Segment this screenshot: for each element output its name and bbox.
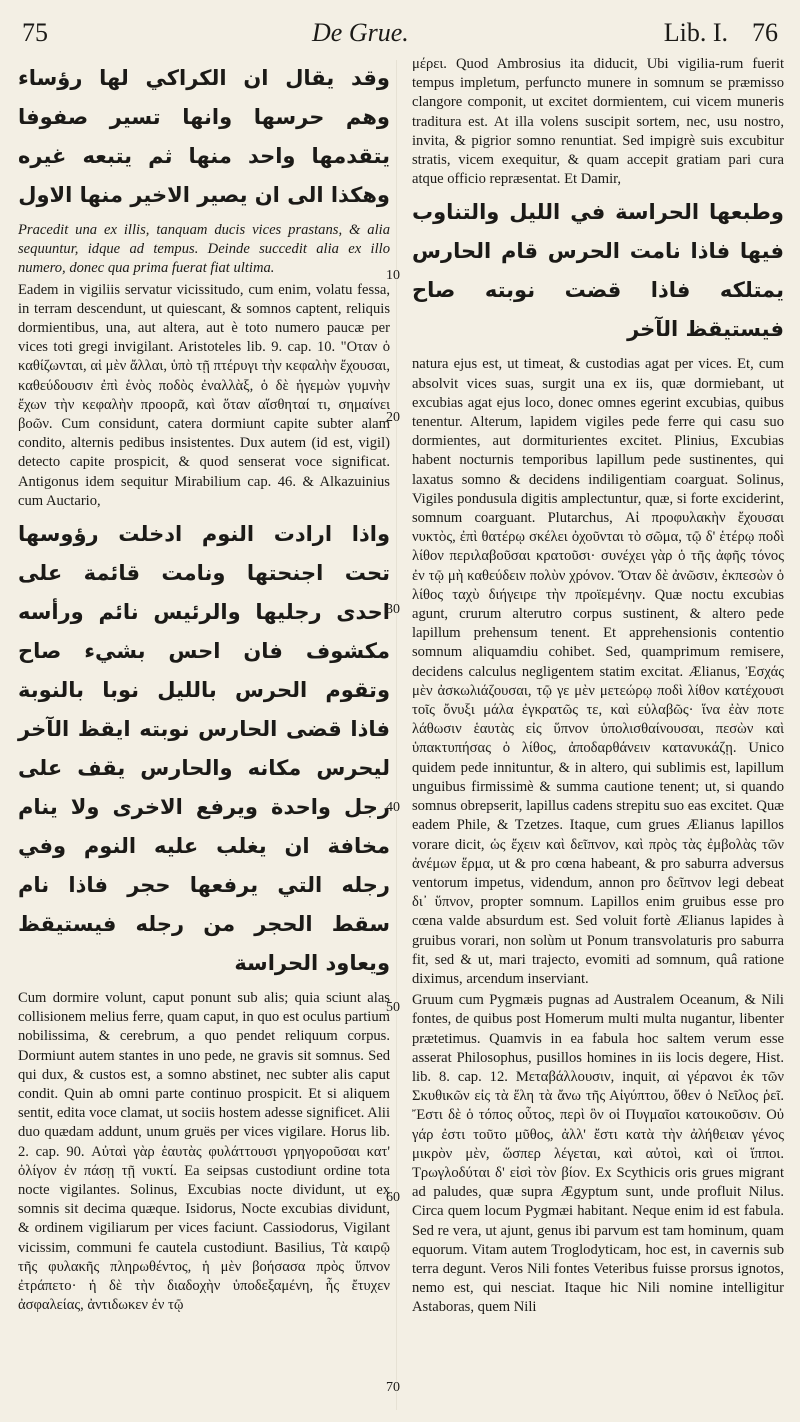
book-number: Lib. I. — [663, 18, 728, 47]
line-number: 30 — [386, 602, 400, 617]
paragraph: natura ejus est, ut timeat, & custodias agat per vices. Et, cum absolvit vices suas, surgit una ex iis, quæ dormiebant, ut excubias agat ejus loco, donec omnes egerint excubias, quibus tenentur. Alterum, lapidem vigiles pede ferre qui casu suo dormientes, aut dormiturientes excitet. Plinius, Excubias habent nocturnis temporibus lapillum pede sustinentes, qui laxatus somno & decidens indiligentiam coarguat. Solinus, Vigiles pondusula digitis amplectuntur, quæ, si forte exciderint, somnum coarguant. Plutarchus, Αἱ προφυλακὴν ἔχουσαι νυκτὸς, ἐπὶ θατέρῳ σκέλει ὀχοῦνται τὸ σῶμα, τῷ δ' ἑτέρῳ ποδὶ λίθον περιλαβοῦσαι κρατοῦσι· συνέχει γὰρ ὁ τῆς ἀφῆς τόνος ἐν τῷ μὴ καθεύδειν πολὺν χρόνον. Ὅταν δὲ ἀνῶσιν, ἐκπεσὼν ὁ λίθος ταχὺ διήγειρε τὴν προϊεμένην. Quæ noctu excubias agunt, crurum alterutro corpus sustinent, & altero pede lapillum prehensum tenent. Et apprehensionis contentio somnum aliquamdiu cohibet. Sed, quamprimum remisere, decidens calculus negligentem statim excitat. Ælianus, Ἐσχάς μὲν ἀσκωλιάζουσαι, τῷ γε μὲν μετεώρῳ ποδὶ λίθον κατέχουσι τοῖς ὄνυξι μάλα ἐγκρατῶς τε, καὶ εὐλαβῶς· ἵνα ἐὰν ποτε λάθωσιν ἑαυτὰς εἰς ὕπνον ὑπολισθαίνουσαι, πεσὼν καὶ ὑπακτυπήσας ὁ λίθος, ἀποδαρθάνειν κατανυκάζῃ. Unico quidem pede innituntur, & in altero, qui sublimis est, lapillum unguibus firmissimè & summa cautione tenent; ut, si quando somnus obrepserit, lapillus cadens strepitu suo eas excitet. Quæ eadem Phile, & Tzetzes. Itaque, cum grues Ælianus lapillos vorare dicit, ὡς ἔχειν καὶ δεῖπνον, καὶ πρὸς τὰς ἐμβολὰς τῶν ἀνέμων ἕρμα, ut & pro cœna habeant, & pro saburra adversus ventorum impetus, videndum, annon pro δεῖπνον legi debeat δι᾽ ὕπνον, propter somnum. Lapillos enim gruibus esse pro cœna valde absurdum est. Sed voluit fortè Ælianus lapides à gruibus vorari, non solùm ut Ponum transvolaturis pro saburra fit, sed & ut, mari trajecto, evomiti ad somnum, quâ ratione diximus, arcendum inserviant. — [412, 356, 784, 987]
paragraph: Eadem in vigiliis servatur vicissitudo, cum enim, volatu fessa, in terram descendunt, ut quiescant, & somnos captent, reliquis dormientibus, una, aut altera, aut è toto numero paucæ per vices toti gregi invigilant. Aristoteles lib. 9. cap. 10. "Οταν ὁ καθίζωνται, αἱ μὲν ἄλλαι, ὑπὸ τῇ πτέρυγι τὴν κεφαλὴν ἔχουσαι, καθεύδουσιν ἐπὶ ἑνὸς ποδὸς ἐναλλὰξ, ὁ δὲ ἡγεμὼν γυμνὴν ἔχων τὴν κεφαλὴν προορᾶ, καὶ ὅταν αἴσθηταί τι, σημαίνει βοῶν. Cum considunt, catera dormiunt capite subter alam condito, alternis pedibus insistentes. Dux autem (id est, vigil) detecto capite prospicit, & quod senserat voce significat. Antigonus idem sequitur Mirabilium cap. 46. & Alkazuinius cum Auctario, — [18, 281, 390, 509]
line-number: 50 — [386, 1000, 400, 1015]
line-number: 40 — [386, 800, 400, 815]
column-gutter — [396, 60, 397, 1410]
paragraph: μέρει. Quod Ambrosius ita diducit, Ubi vigilia-rum fuerit tempus impletum, perfuncto munere in somnum se præmisso clangore componit, ut excitet dormientem, cui vicem muneris traditura est. At illa volens suscipit sortem, nec, usu nostro, invita, & pigrior somno renuntiat. Sed impigrè suis excubitur stratis, vicem exequitur, & quam accepit gratiam pari cura atque officio repræsentat. Et Damir, — [412, 56, 784, 188]
page-number-right: 76 — [752, 18, 778, 47]
left-column — [18, 55, 390, 1318]
line-number: 20 — [386, 410, 400, 425]
page-number-left: 75 — [22, 18, 48, 47]
paragraph: Cum dormire volunt, caput ponunt sub alis; quia sciunt alas collisionem melius ferre, quam caput, in quo est oculus partium nobilissima, & cerebrum, a quo pendet reliquum corpus. Dormiunt autem stantes in uno pede, ne gravis sit somnus. Sed qui dux, & custos est, a somno abstinet, nec subter alis caput condit. Quin ab omni parte continuo prospicit. Et si aliquem sentit, edita voce clamat, ut sociis hostem adesse significet. Alii duo quædam addunt, unum gruës per vices vigilare. Horus lib. 2. cap. 90. Αὐταὶ γὰρ ἑαυτὰς φυλάττουσι γρηγοροῦσαι κατ' ὀλίγον ἐν πάσῃ τῇ νυκτί. Ea seipsas custodiunt ordine tota nocte vigilantes. Solinus, Excubias nocte dividunt, ut ex somnis sit decima quæque. Isidorus, Nocte excubias dividunt, & ordinem vigiliarum per vices faciunt. Cassiodorus, Vigilant vicissim, communi fe cautela custodiunt. Basilius, Τὰ καιρῷ τῆς φυλακῆς πληρωθέντος, ἡ μὲν βοήσασα πρὸς ὕπνον ἐτράπετο· ἡ δὲ τὴν διαδοχὴν ὑποδεξαμένη, ἧς ἔτυχεν ἀσφαλείας, ἀντιδωκεν ἐν τῷ — [18, 990, 390, 1314]
line-number: 60 — [386, 1190, 400, 1205]
arabic-passage: وقد يقال ان الكراكي لها رؤساء وهم حرسها وانها تسير صفوفا يتقدمها واحد منها ثم يتبعه غيره وهكذا الى ان يصير الاخير منها الاول — [18, 66, 390, 207]
line-number: 70 — [386, 1380, 400, 1395]
latin-translation: Pracedit una ex illis, tanquam ducis vices prastans, & alia sequuntur, idque ad tempus. Deinde succedit alia ex illo numero, donec qua prima fuerat fiat ultima. — [18, 222, 390, 277]
running-header — [22, 18, 778, 58]
paragraph: Gruum cum Pygmæis pugnas ad Australem Oceanum, & Nili fontes, de quibus post Homerum multi multa nugantur, libenter prætetimus. Quamvis in ea fabula hoc saltem verum esse asserat Philosophus, pusillos homines in iis locis degere, Hist. lib. 8. cap. 12. Μεταβάλλουσιν, inquit, αἱ γέρανοι ἐκ τῶν Σκυθικῶν εἰς τὰ ἕλη τὰ ἄνω τῆς Αἰγύπτου, ὅθεν ὁ Νεῖλος ῥεῖ. Ἔστι δὲ ὁ τόπος οὗτος, περὶ ὃν οἱ Πυγμαῖοι κατοικοῦσιν. Οὐ γάρ ἐστι τοῦτο μῦθος, ἀλλ' ἔστι κατὰ τὴν ἀλήθειαν γένος μικρὸν μὲν, ὥσπερ λέγεται, καὶ αὐτοὶ, καὶ οἱ ἵπποι. Τρωγλοδύται δ' εἰσὶ τὸν βίον. Ex Scythicis oris grues migrant ad paludes, quæ supra Ægyptum sunt, unde profluit Nilus. Circa quem locum Pygmæi habitant. Neque enim id est fabula. Sed re vera, ut ajunt, genus ibi parvum est tam hominum, quam equorum. Vitam autem Troglodyticam, hoc est, in cavernis sub terra degunt. Veros Nili fontes Veteribus fuisse prorsus ignotos, nemo est, qui nesciat. Itaque hic Nili nomine intelligitur Astaboras, quem Nili — [412, 992, 784, 1316]
right-column — [412, 55, 784, 1320]
line-number: 10 — [386, 268, 400, 283]
arabic-passage: وطبعها الحراسة في الليل والتناوب فيها فاذا نامت الحرس قام الحارس يمتلكه فاذا قضت نوبته صاح فيستيقظ الآخر — [412, 200, 784, 342]
arabic-passage: واذا ارادت النوم ادخلت رؤوسها تحت اجنحتها ونامت قائمة على احدى رجليها والرئيس نائم ورأسه مكشوف فان احس بشيء صاح وتقوم الحرس بالليل نوبا بالنوبة فاذا قضى الحارس نوبته ايقظ الآخر ليحرس مكانه والحارس يقف على رجل واحدة ويرفع الاخرى ولا ينام مخافة ان يغلب عليه النوم وفي رجله التي يرفعها حجر فاذا نام سقط الحجر من رجله فيستيقظ ويعاود الحراسة — [18, 522, 390, 976]
running-title: De Grue. — [312, 18, 409, 47]
